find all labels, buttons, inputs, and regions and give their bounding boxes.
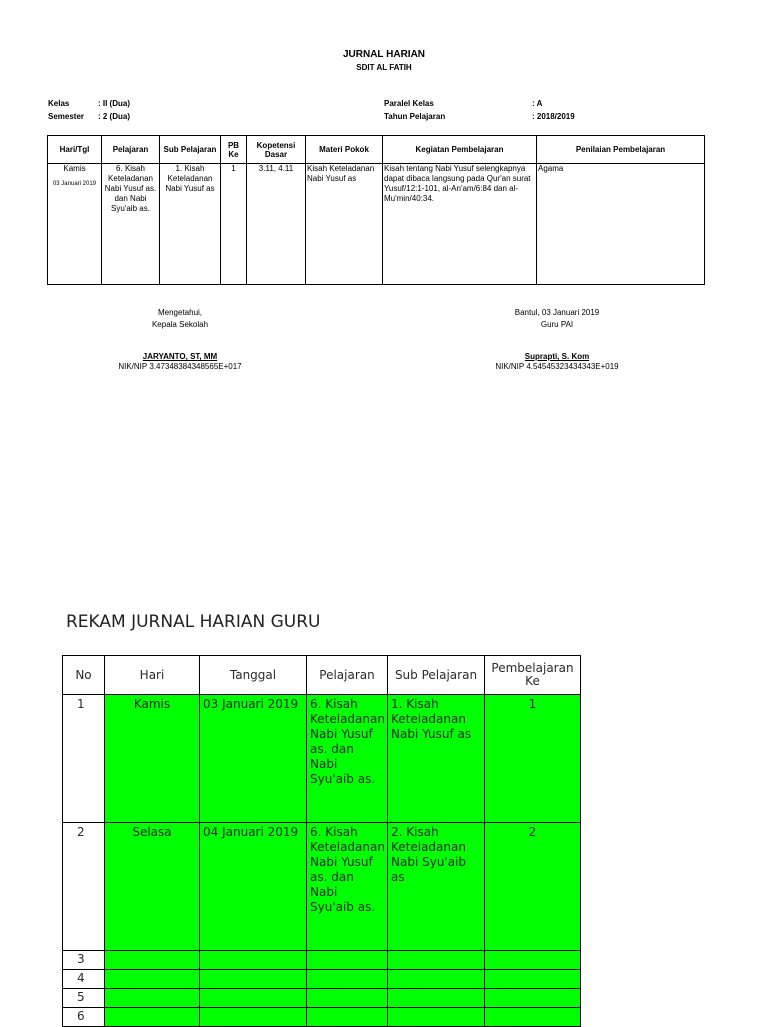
rekam-cell-hari: Selasa: [105, 823, 200, 951]
rekam-cell-empty: [200, 989, 307, 1008]
sig-right-nip: NIK/NIP 4.54545323434343E+019: [495, 362, 619, 371]
table-row: [63, 970, 581, 989]
rekam-cell-pembelajaran-ke: 2: [485, 823, 581, 951]
rekam-cell-empty: [388, 970, 485, 989]
cell-sub-pelajaran: 1. Kisah Keteladanan Nabi Yusuf as: [160, 164, 221, 285]
cell-pelajaran: 6. Kisah Keteladanan Nabi Yusuf as. dan Nabi Syu'aib as.: [102, 164, 160, 285]
tahun-value: : 2018/2019: [532, 112, 575, 121]
rekam-cell-pembelajaran-ke: 1: [485, 695, 581, 823]
rekam-cell-tanggal: 03 Januari 2019: [200, 695, 307, 823]
kelas-label: Kelas: [48, 99, 70, 108]
paralel-label: Paralel Kelas: [384, 99, 434, 108]
tahun-label: Tahun Pelajaran: [384, 112, 446, 121]
semester-value: : 2 (Dua): [98, 112, 130, 121]
rekam-cell-pelajaran: 6. Kisah Keteladanan Nabi Yusuf as. dan Nabi Syu'aib as.: [307, 823, 388, 951]
rekam-col-pelajaran: Pelajaran: [307, 656, 388, 695]
rekam-cell-no: 3: [63, 951, 105, 970]
rekam-cell-empty: [307, 989, 388, 1008]
rekam-col-pembelajaran-ke: Pembelajaran Ke: [485, 656, 581, 695]
rekam-cell-empty: [485, 970, 581, 989]
rekam-cell-no: 4: [63, 970, 105, 989]
rekam-cell-empty: [388, 951, 485, 970]
sig-right-line1: Bantul, 03 Januari 2019: [514, 308, 600, 317]
rekam-cell-empty: [485, 989, 581, 1008]
rekam-cell-empty: [200, 970, 307, 989]
rekam-cell-empty: [307, 951, 388, 970]
paralel-value: : A: [532, 99, 543, 108]
rekam-col-hari: Hari: [105, 656, 200, 695]
rekam-col-no: No: [63, 656, 105, 695]
kelas-value: : II (Dua): [98, 99, 130, 108]
school-name: SDIT AL FATIH: [356, 63, 412, 72]
cell-pb-ke: 1: [221, 164, 247, 285]
rekam-cell-empty: [200, 951, 307, 970]
sig-left-line2: Kepala Sekolah: [151, 320, 209, 329]
table-row: [63, 695, 581, 823]
sig-left-name: JARYANTO, ST, MM: [142, 352, 218, 361]
rekam-cell-empty: [388, 989, 485, 1008]
semester-label: Semester: [48, 112, 85, 121]
rekam-cell-no: 6: [63, 1008, 105, 1027]
table-row: [63, 989, 581, 1008]
rekam-cell-sub-pelajaran: 1. Kisah Keteladanan Nabi Yusuf as: [388, 695, 485, 823]
journal-header-row: [48, 136, 705, 164]
cell-hari: Kamis: [63, 164, 86, 173]
rekam-cell-no: 5: [63, 989, 105, 1008]
rekam-cell-empty: [485, 951, 581, 970]
cell-penilaian: Agama: [537, 164, 705, 285]
col-header-sub-pelajaran: Sub Pelajaran: [160, 136, 221, 164]
cell-hari-tgl: [48, 164, 102, 285]
journal-table: [47, 135, 705, 285]
col-header-kompetensi: Kopetensi Dasar: [247, 136, 306, 164]
col-header-pb-ke: PB Ke: [221, 136, 247, 164]
rekam-cell-tanggal: 04 Januari 2019: [200, 823, 307, 951]
rekam-cell-empty: [105, 951, 200, 970]
signature-left: [100, 308, 260, 371]
sig-right-name: Suprapti, S. Kom: [524, 352, 590, 361]
rekam-cell-empty: [105, 989, 200, 1008]
cell-kegiatan: Kisah tentang Nabi Yusuf selengkapnya dapat dibaca langsung pada Qur'an surat Yusuf/12:1-101, al-An'am/6:84 dan al-Mu'min/40:34.: [383, 164, 537, 285]
rekam-col-tanggal: Tanggal: [200, 656, 307, 695]
rekam-cell-sub-pelajaran: 2. Kisah Keteladanan Nabi Syu'aib as: [388, 823, 485, 951]
rekam-title: REKAM JURNAL HARIAN GURU: [66, 612, 321, 632]
table-row: [63, 823, 581, 951]
rekam-cell-hari: Kamis: [105, 695, 200, 823]
rekam-table: [62, 655, 581, 1027]
rekam-col-sub-pelajaran: Sub Pelajaran: [388, 656, 485, 695]
rekam-cell-empty: [105, 970, 200, 989]
col-header-hari-tgl: Hari/Tgl: [48, 136, 102, 164]
col-header-penilaian: Penilaian Pembelajaran: [537, 136, 705, 164]
col-header-pelajaran: Pelajaran: [102, 136, 160, 164]
table-row: [63, 951, 581, 970]
cell-materi: Kisah Keteladanan Nabi Yusuf as: [306, 164, 383, 285]
rekam-header-row: [63, 656, 581, 695]
document-title: JURNAL HARIAN: [342, 49, 426, 60]
col-header-materi: Materi Pokok: [306, 136, 383, 164]
sig-left-nip: NIK/NIP 3.47348384348565E+017: [118, 362, 242, 371]
rekam-cell-empty: [307, 970, 388, 989]
cell-tanggal: 03 Januari 2019: [52, 181, 97, 187]
rekam-cell-pelajaran: 6. Kisah Keteladanan Nabi Yusuf as. dan Nabi Syu'aib as.: [307, 695, 388, 823]
sig-left-line1: Mengetahui,: [157, 308, 203, 317]
signature-right: [462, 308, 652, 371]
table-row: [48, 164, 705, 285]
cell-kompetensi: 3.11, 4.11: [247, 164, 306, 285]
rekam-cell-no: 2: [63, 823, 105, 951]
rekam-cell-no: 1: [63, 695, 105, 823]
sig-right-line2: Guru PAI: [540, 320, 574, 329]
col-header-kegiatan: Kegiatan Pembelajaran: [383, 136, 537, 164]
